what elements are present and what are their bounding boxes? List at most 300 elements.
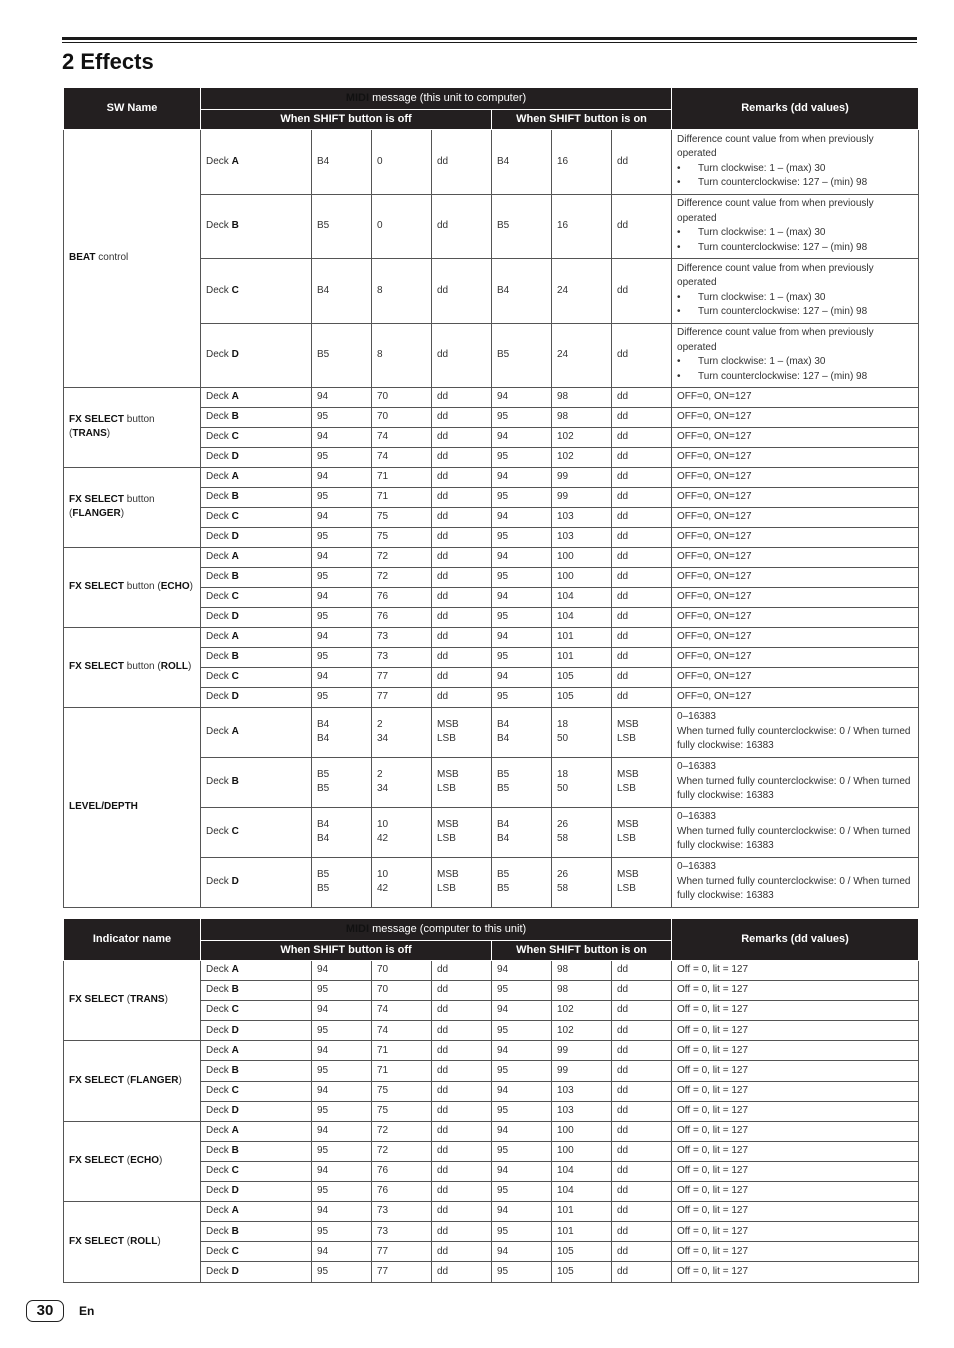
midi-value-cell (432, 1222, 492, 1242)
remarks-cell (672, 323, 919, 387)
midi-value-cell (432, 627, 492, 647)
midi-value: 98 (557, 984, 569, 996)
deck-cell (201, 1041, 312, 1061)
midi-value-cell (612, 259, 672, 324)
midi-value: dd (437, 1165, 449, 1177)
deck-label: Deck (206, 470, 232, 482)
deck-label: Deck (206, 964, 232, 976)
name-part: FX SELECT (69, 1155, 125, 1167)
midi-value: B4 (317, 818, 330, 830)
midi-value-cell (492, 427, 552, 447)
midi-value-cell (372, 1262, 432, 1282)
deck-letter: C (231, 510, 239, 522)
midi-value-cell (372, 1101, 432, 1121)
midi-value-cell (432, 807, 492, 857)
deck-label: Deck (206, 490, 232, 502)
deck-label: Deck (206, 348, 232, 360)
remark-line: When turned fully counterclockwise: 0 / When turned fully clockwise: 16383 (677, 775, 911, 802)
deck-cell (201, 1242, 312, 1262)
deck-cell (201, 807, 312, 857)
midi-value: 50 (557, 783, 569, 794)
midi-value-cell (372, 447, 432, 467)
bullet-text: Turn counterclockwise: 127 – (min) 98 (698, 306, 868, 318)
table-row (64, 1041, 919, 1061)
midi-value: 102 (557, 450, 574, 462)
midi-value-cell (312, 807, 372, 857)
midi-value: dd (437, 1044, 449, 1056)
midi-value: 95 (317, 650, 329, 662)
remarks-cell (672, 607, 919, 627)
deck-cell (201, 857, 312, 907)
midi-value: dd (437, 430, 449, 442)
remark-line: Off = 0, lit = 127 (677, 1245, 749, 1257)
midi-value: 76 (377, 1165, 389, 1177)
midi-value: 71 (377, 1044, 389, 1056)
deck-letter: D (231, 1185, 239, 1197)
midi-value: B4 (317, 155, 330, 167)
midi-value: 95 (317, 1225, 329, 1237)
midi-value: 94 (317, 510, 329, 522)
midi-value: 94 (317, 590, 329, 602)
indicator-midi-table (63, 918, 919, 1283)
midi-value-cell (432, 1021, 492, 1041)
midi-value-cell (612, 1141, 672, 1161)
midi-value-cell (552, 259, 612, 324)
row-group-name (64, 627, 201, 707)
midi-value: MSB (437, 718, 459, 730)
midi-value: dd (617, 1225, 629, 1237)
header-remarks: Remarks (dd values) (672, 88, 919, 130)
table-row (64, 387, 919, 407)
midi-value: 94 (317, 670, 329, 682)
midi-value: dd (617, 1245, 629, 1257)
deck-letter: A (231, 155, 239, 167)
midi-value-cell (612, 961, 672, 981)
midi-value-cell (492, 961, 552, 981)
midi-value: 73 (377, 650, 389, 662)
deck-cell (201, 1202, 312, 1222)
midi-value-cell (492, 567, 552, 587)
midi-value: 95 (497, 1104, 509, 1116)
midi-value: LSB (617, 783, 636, 794)
midi-value: 95 (497, 450, 509, 462)
midi-value: dd (617, 1044, 629, 1056)
deck-cell (201, 387, 312, 407)
midi-value: 102 (557, 1024, 574, 1036)
deck-cell (201, 427, 312, 447)
midi-value: 26 (557, 818, 569, 830)
deck-cell (201, 547, 312, 567)
midi-value-cell (432, 687, 492, 707)
midi-value-cell (492, 387, 552, 407)
midi-value-cell (492, 627, 552, 647)
name-part: ROLL (160, 660, 188, 672)
remark-line: OFF=0, ON=127 (677, 610, 752, 622)
midi-value: dd (617, 630, 629, 642)
midi-value-cell (372, 130, 432, 195)
midi-value-cell (552, 1121, 612, 1141)
midi-value: 73 (377, 630, 389, 642)
remark-line: OFF=0, ON=127 (677, 430, 752, 442)
bullet-dot-icon: • (677, 291, 681, 303)
midi-value-cell (552, 1101, 612, 1121)
name-part: FLANGER (72, 508, 121, 519)
midi-value-cell (552, 1081, 612, 1101)
midi-value: B4 (497, 155, 510, 167)
name-part: TRANS (130, 994, 165, 1006)
midi-value: dd (437, 984, 449, 996)
deck-cell (201, 981, 312, 1001)
midi-value: B5 (497, 783, 510, 794)
midi-value-cell (492, 547, 552, 567)
midi-value: MSB (437, 818, 459, 830)
remarks-cell (672, 1141, 919, 1161)
midi-value: 94 (497, 1004, 509, 1016)
midi-value-cell (372, 807, 432, 857)
midi-value-cell (312, 507, 372, 527)
midi-value-cell (312, 757, 372, 807)
midi-value: 76 (377, 610, 389, 622)
midi-value-cell (552, 427, 612, 447)
midi-value-cell (552, 407, 612, 427)
midi-value: dd (437, 1104, 449, 1116)
remark-line: Off = 0, lit = 127 (677, 964, 749, 976)
midi-value: dd (437, 570, 449, 582)
midi-value: 95 (497, 410, 509, 422)
midi-value-cell (612, 507, 672, 527)
midi-value: dd (437, 450, 449, 462)
remark-line: OFF=0, ON=127 (677, 550, 752, 562)
name-part: FX SELECT (69, 413, 125, 425)
midi-value: B4 (497, 718, 510, 730)
midi-value: LSB (617, 733, 636, 744)
deck-cell (201, 527, 312, 547)
header-midi-rest: message (computer to this unit) (369, 923, 527, 936)
deck-letter: C (231, 670, 239, 682)
midi-value-cell (312, 427, 372, 447)
midi-value-cell (612, 707, 672, 757)
midi-value: 99 (557, 1064, 569, 1076)
midi-value: dd (437, 1064, 449, 1076)
remarks-cell (672, 1202, 919, 1222)
midi-value-cell (612, 527, 672, 547)
midi-value-cell (432, 1262, 492, 1282)
midi-value: 10 (377, 868, 389, 880)
midi-value: 42 (377, 883, 389, 894)
midi-value: dd (617, 650, 629, 662)
name-part: ) (187, 660, 192, 672)
midi-value-cell (372, 757, 432, 807)
midi-value-cell (432, 1141, 492, 1161)
midi-value-cell (312, 387, 372, 407)
deck-letter: A (231, 630, 239, 642)
remark-line: Off = 0, lit = 127 (677, 1205, 749, 1217)
midi-value-cell (492, 1242, 552, 1262)
midi-value-cell (612, 1061, 672, 1081)
deck-label: Deck (206, 1265, 232, 1277)
row-group-name (64, 1041, 201, 1121)
midi-value-cell (372, 387, 432, 407)
remark-line: 0–16383 (677, 761, 716, 773)
midi-value: 100 (557, 570, 574, 582)
midi-value: 104 (557, 610, 574, 622)
midi-value-cell (612, 1041, 672, 1061)
bullet-dot-icon: • (677, 162, 681, 174)
deck-letter: D (231, 1024, 239, 1036)
midi-value-cell (432, 130, 492, 195)
deck-label: Deck (206, 875, 232, 887)
remark-line: 0–16383 (677, 811, 716, 823)
name-part: FX SELECT (69, 493, 125, 505)
midi-value-cell (372, 547, 432, 567)
midi-value-cell (492, 1141, 552, 1161)
midi-value-cell (612, 447, 672, 467)
midi-value-cell (432, 1182, 492, 1202)
remark-line: Off = 0, lit = 127 (677, 984, 749, 996)
midi-value: dd (437, 510, 449, 522)
remark-bullet (677, 305, 913, 320)
midi-value: MSB (617, 818, 639, 830)
deck-cell (201, 627, 312, 647)
deck-cell (201, 707, 312, 757)
midi-value-cell (372, 527, 432, 547)
midi-value-cell (312, 647, 372, 667)
midi-value: 72 (377, 1125, 389, 1137)
deck-label: Deck (206, 284, 232, 296)
midi-value-cell (612, 981, 672, 1001)
midi-value-cell (492, 1161, 552, 1181)
deck-letter: D (231, 875, 239, 887)
midi-value-cell (432, 1081, 492, 1101)
deck-label: Deck (206, 1185, 232, 1197)
midi-value: dd (617, 1104, 629, 1116)
midi-value: 95 (317, 410, 329, 422)
header-rule-thick (62, 37, 917, 40)
remarks-cell (672, 687, 919, 707)
remark-bullet (677, 291, 913, 306)
midi-value: 95 (497, 1185, 509, 1197)
name-part: ECHO (130, 1155, 160, 1167)
midi-value: 102 (557, 430, 574, 442)
midi-value: 94 (497, 510, 509, 522)
midi-value: 105 (557, 670, 574, 682)
midi-value-cell (372, 194, 432, 259)
midi-value-cell (312, 194, 372, 259)
midi-value-cell (552, 1061, 612, 1081)
name-part: ECHO (160, 580, 190, 592)
deck-cell (201, 1182, 312, 1202)
deck-letter: B (231, 410, 239, 422)
remarks-cell (672, 667, 919, 687)
midi-value-cell (432, 857, 492, 907)
midi-value: B5 (317, 348, 330, 360)
midi-value-cell (612, 667, 672, 687)
midi-value-cell (612, 647, 672, 667)
deck-cell (201, 1081, 312, 1101)
deck-label: Deck (206, 670, 232, 682)
deck-cell (201, 487, 312, 507)
midi-value: 105 (557, 1265, 574, 1277)
midi-value: B5 (317, 783, 330, 794)
midi-value: 34 (377, 783, 389, 794)
midi-value: 77 (377, 1265, 389, 1277)
midi-value: dd (617, 1064, 629, 1076)
midi-value-cell (372, 707, 432, 757)
midi-value: 24 (557, 348, 569, 360)
midi-value-cell (552, 130, 612, 195)
midi-value-cell (552, 981, 612, 1001)
midi-value: 94 (317, 1245, 329, 1257)
deck-label: Deck (206, 510, 232, 522)
midi-value: B5 (317, 868, 330, 880)
deck-letter: D (231, 610, 239, 622)
midi-value: 94 (497, 1245, 509, 1257)
header-rule-thin (62, 42, 917, 43)
remark-line: Difference count value from when previously operated (677, 327, 874, 353)
midi-value: MSB (437, 768, 459, 780)
midi-value-cell (372, 427, 432, 447)
name-part: FX SELECT (69, 994, 125, 1006)
midi-value: dd (437, 1205, 449, 1217)
midi-value: 95 (317, 1024, 329, 1036)
midi-value: 77 (377, 690, 389, 702)
midi-value: 76 (377, 590, 389, 602)
midi-value-cell (312, 547, 372, 567)
bullet-text: Turn clockwise: 1 – (max) 30 (698, 227, 826, 239)
midi-value: 94 (317, 630, 329, 642)
midi-value: 95 (317, 490, 329, 502)
midi-value: dd (437, 155, 449, 167)
midi-value: 95 (497, 984, 509, 996)
midi-value: 100 (557, 1145, 574, 1157)
deck-label: Deck (206, 650, 232, 662)
midi-value-cell (612, 487, 672, 507)
midi-value: dd (437, 410, 449, 422)
midi-value-cell (612, 407, 672, 427)
remark-line: When turned fully counterclockwise: 0 / When turned fully clockwise: 16383 (677, 725, 911, 752)
remark-line: OFF=0, ON=127 (677, 650, 752, 662)
midi-value: LSB (437, 833, 456, 844)
deck-cell (201, 587, 312, 607)
midi-value: 72 (377, 1145, 389, 1157)
midi-value: dd (437, 390, 449, 402)
remark-line: OFF=0, ON=127 (677, 690, 752, 702)
midi-value: dd (617, 470, 629, 482)
midi-value-cell (492, 857, 552, 907)
midi-value-cell (312, 1001, 372, 1021)
deck-label: Deck (206, 725, 232, 737)
deck-cell (201, 1141, 312, 1161)
bullet-text: Turn clockwise: 1 – (max) 30 (698, 162, 826, 174)
midi-value: B4 (497, 284, 510, 296)
midi-value: dd (617, 390, 629, 402)
deck-cell (201, 194, 312, 259)
remark-bullet (677, 241, 913, 256)
midi-value: dd (617, 1185, 629, 1197)
midi-value-cell (372, 1242, 432, 1262)
midi-value-cell (312, 857, 372, 907)
midi-value-cell (552, 1141, 612, 1161)
deck-cell (201, 667, 312, 687)
midi-value-cell (432, 527, 492, 547)
midi-value: dd (437, 1125, 449, 1137)
deck-letter: A (231, 470, 239, 482)
midi-value-cell (432, 961, 492, 981)
midi-value-cell (492, 981, 552, 1001)
deck-cell (201, 447, 312, 467)
midi-value: dd (617, 1125, 629, 1137)
midi-value-cell (372, 647, 432, 667)
deck-letter: A (231, 1044, 239, 1056)
midi-value: B5 (497, 220, 510, 231)
midi-value: dd (617, 1024, 629, 1036)
remark-line: Off = 0, lit = 127 (677, 1225, 749, 1237)
midi-value-cell (612, 427, 672, 447)
deck-label: Deck (206, 390, 232, 402)
midi-value: 70 (377, 964, 389, 976)
midi-value: LSB (437, 783, 456, 794)
midi-value: dd (437, 470, 449, 482)
midi-value-cell (432, 447, 492, 467)
midi-value-cell (372, 667, 432, 687)
remarks-cell (672, 1061, 919, 1081)
remarks-cell (672, 647, 919, 667)
midi-value: 95 (317, 1145, 329, 1157)
name-part: ( (124, 1155, 131, 1167)
deck-letter: A (231, 550, 239, 562)
deck-letter: A (231, 390, 239, 402)
midi-value: 94 (497, 964, 509, 976)
remarks-cell (672, 1242, 919, 1262)
remark-line: When turned fully counterclockwise: 0 / When turned fully clockwise: 16383 (677, 875, 911, 902)
midi-value-cell (432, 194, 492, 259)
midi-value-cell (432, 1161, 492, 1181)
midi-value: 105 (557, 690, 574, 702)
midi-value-cell (492, 527, 552, 547)
midi-value: 95 (317, 530, 329, 542)
midi-value: 103 (557, 510, 574, 522)
midi-value: 71 (377, 490, 389, 502)
midi-value-cell (312, 527, 372, 547)
midi-value: 94 (497, 630, 509, 642)
deck-cell (201, 961, 312, 981)
sw-midi-table (63, 87, 919, 908)
deck-letter: B (231, 775, 239, 787)
midi-value-cell (432, 387, 492, 407)
midi-value: dd (617, 410, 629, 422)
midi-value: 72 (377, 570, 389, 582)
midi-value-cell (612, 1161, 672, 1181)
midi-value-cell (432, 259, 492, 324)
midi-value-cell (612, 587, 672, 607)
midi-value: 16 (557, 155, 569, 167)
midi-value: 70 (377, 390, 389, 402)
midi-value: 94 (497, 1165, 509, 1177)
table-row (64, 467, 919, 487)
midi-value-cell (612, 194, 672, 259)
header-midi-bold: MIDI (345, 923, 370, 936)
midi-value-cell (492, 194, 552, 259)
midi-value-cell (312, 607, 372, 627)
remark-bullet (677, 355, 913, 370)
midi-value-cell (612, 807, 672, 857)
midi-value-cell (432, 707, 492, 757)
midi-value-cell (372, 407, 432, 427)
midi-value: dd (617, 1205, 629, 1217)
midi-value-cell (552, 1182, 612, 1202)
midi-value-cell (372, 1061, 432, 1081)
midi-value-cell (612, 1242, 672, 1262)
